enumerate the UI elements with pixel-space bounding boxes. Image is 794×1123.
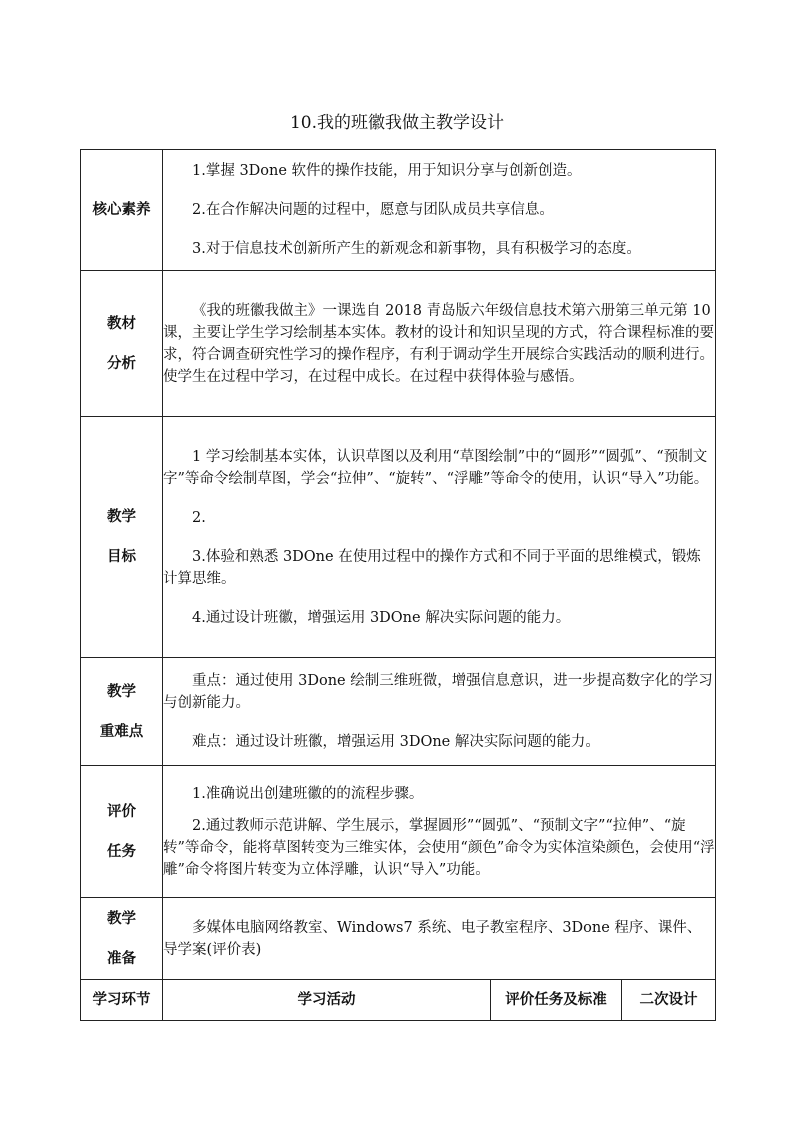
label-line: 教学 [107,909,136,927]
paragraph: 3.体验和熟悉 3DOne 在使用过程中的操作方式和不同于平面的思维模式，锻炼计算思维。 [163,548,701,587]
paragraph: 2. [192,509,206,526]
paragraph: 4.通过设计班徽，增强运用 3DOne 解决实际问题的能力。 [192,609,571,626]
label-line: 重难点 [99,722,144,740]
lesson-plan-table [80,149,716,1021]
row-evaluation-tasks [81,766,716,898]
row-content-teaching-preparation [163,898,716,980]
paragraph: 难点：通过设计班徽，增强运用 3DOne 解决实际问题的能力。 [192,734,600,750]
row-label-key-points [81,658,163,766]
row-content-key-points [163,658,716,766]
paragraph: 多媒体电脑网络教室、Windows7 系统、电子教室程序、3Done 程序、课件、导学案(评价表) [163,919,702,958]
row-content-textbook-analysis [163,271,716,417]
row-content-teaching-goals [163,417,716,658]
label-line: 教学 [107,508,136,525]
paragraph: 1.掌握 3Done 软件的操作技能，用于知识分享与创新创造。 [192,163,582,179]
row-key-points [81,658,716,766]
row-content-core-literacy [163,150,716,271]
header-learning-activities: 学习活动 [163,980,491,1021]
row-teaching-preparation [81,898,716,980]
row-label-teaching-goals [81,417,163,658]
paragraph: 1.准确说出创建班徽的的流程步骤。 [192,785,424,802]
label-line: 评价 [107,802,136,820]
row-label-evaluation-tasks [81,766,163,898]
label-line: 分析 [107,354,136,372]
header-secondary-design: 二次设计 [622,980,716,1021]
label-line: 目标 [107,548,136,565]
row-textbook-analysis [81,271,716,417]
row-label-core-literacy [81,150,163,271]
label-line: 教学 [107,682,136,700]
label-line: 核心素养 [92,201,151,218]
label-line: 准备 [107,949,136,967]
row-content-evaluation-tasks [163,766,716,898]
header-evaluation-standards: 评价任务及标准 [491,980,622,1021]
header-learning-stage: 学习环节 [81,980,163,1021]
row-activity-header [81,980,716,1021]
paragraph: 2.在合作解决问题的过程中，愿意与团队成员共享信息。 [192,202,554,218]
label-line: 任务 [107,842,136,860]
row-label-teaching-preparation [81,898,163,980]
row-label-textbook-analysis [81,271,163,417]
paragraph: 1 学习绘制基本实体，认识草图以及利用“草图绘制”中的“圆形”“圆弧”、“预制文字”等命令绘制草图，学会“拉伸”、“旋转”、“浮雕”等命令的使用，认识“导入”功能。 [163,448,709,487]
paragraph: 3.对于信息技术创新所产生的新观念和新事物，具有积极学习的态度。 [192,241,641,257]
document-title: 10.我的班徽我做主教学设计 [289,113,505,133]
row-teaching-goals [81,417,716,658]
paragraph: 《我的班徽我做主》一课选自 2018 青岛版六年级信息技术第六册第三单元第 10 课，主要让学生学习绘制基本实体。教材的设计和知识呈现的方式，符合课程标准的要求，符合调查研究性学习的操作程序，有利于调动学生开展综合实践活动的顺利进行。使学生在过程中学习，在过程中成长。在过程中获得体验与感悟。 [163,302,714,385]
paragraph: 2.通过教师示范讲解、学生展示，掌握圆形”“圆弧”、“预制文字”“拉伸”、“旋转”等命令，能将草图转变为三维实体，会使用“颜色”命令为实体渲染颜色，会使用“浮雕”命令将图片转变为立体浮雕，认识“导入”功能。 [163,817,715,878]
label-line: 教材 [107,314,136,332]
row-core-literacy [81,150,716,271]
paragraph: 重点：通过使用 3Done 绘制三维班微，增强信息意识，进一步提高数字化的学习与创新能力。 [163,673,713,711]
